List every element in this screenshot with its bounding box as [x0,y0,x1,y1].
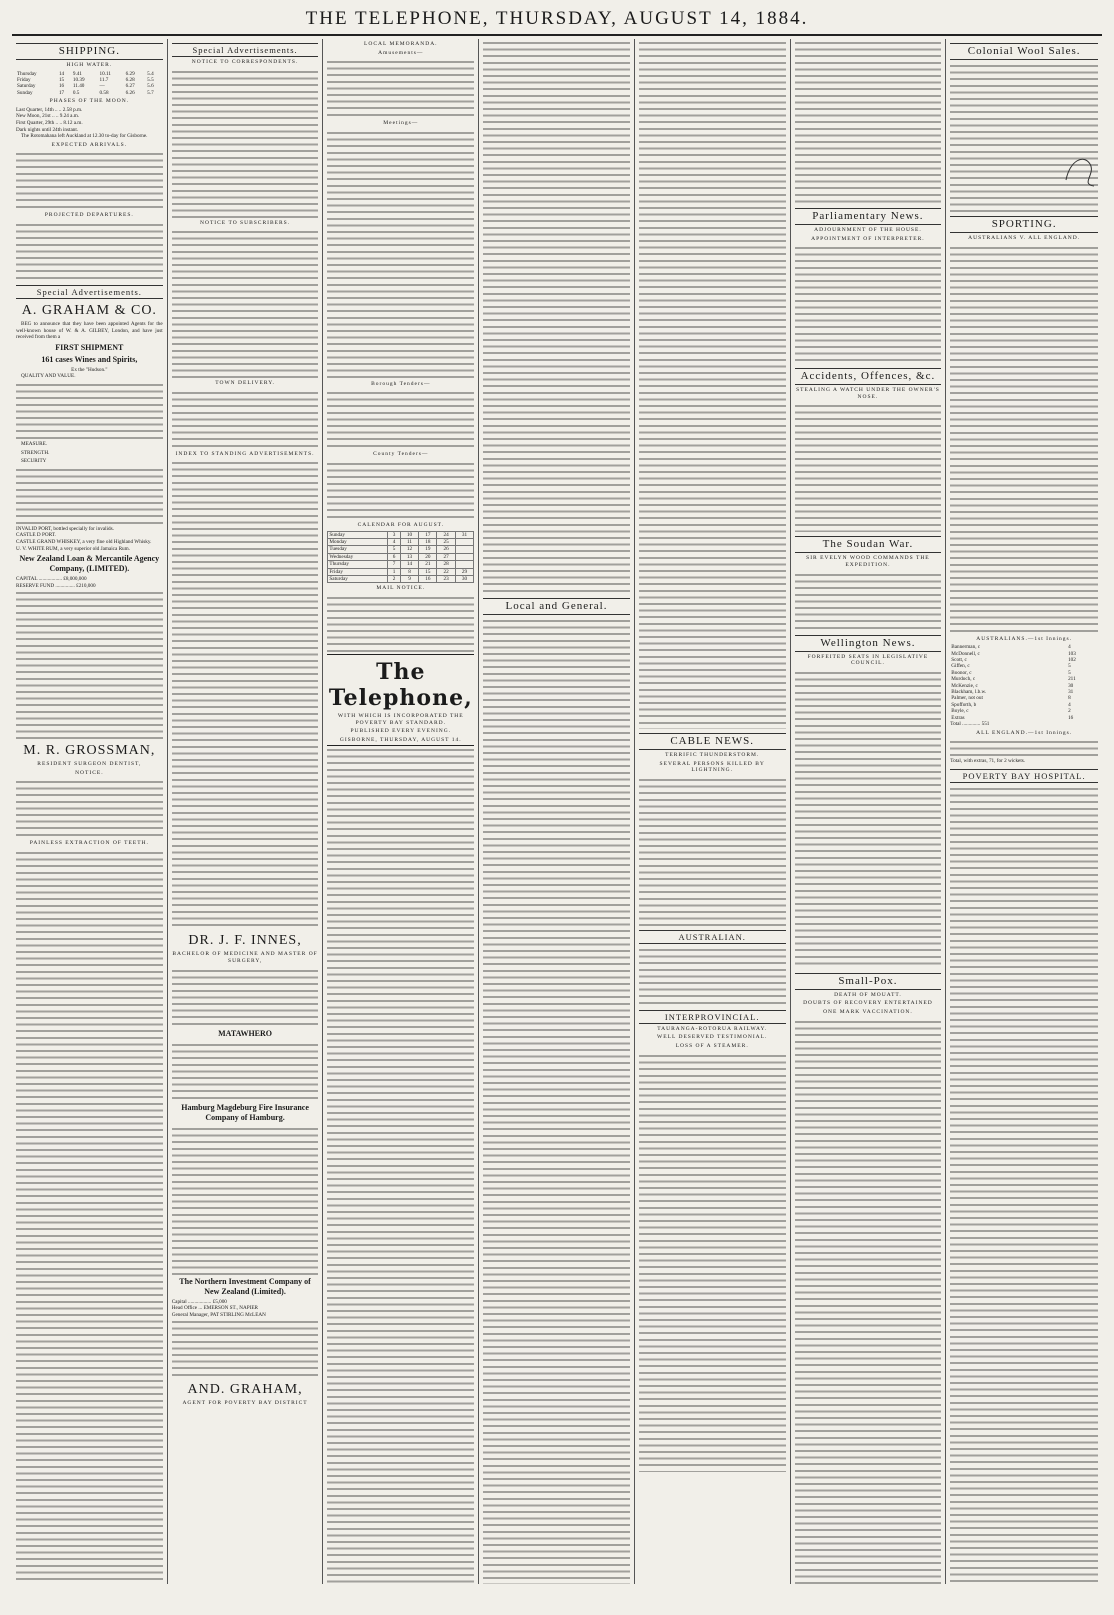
tide-row-cell: Friday [17,77,31,83]
text-block [795,402,942,532]
tide-row-cell: 6.29 [125,70,135,77]
text-block [639,776,786,926]
divider [327,654,474,655]
calendar-row-cell: Friday [328,568,388,575]
scores-total: Total .............. 551 [950,721,990,728]
moon-phase-line: First Quarter, 29th .. .. 8.12 a.m. [16,120,83,126]
calendar-row-cell: 3 [388,531,401,538]
tide-row-cell: 14 [58,70,65,77]
calendar-row-cell: 28 [437,561,455,568]
score-row-cell: 4 [1068,701,1071,708]
expected-arrivals-heading: EXPECTED ARRIVALS. [51,141,128,148]
tide-row-cell: 5.7 [147,89,154,96]
text-block [172,459,319,929]
death-heading: DEATH OF MOUATT. [834,991,902,998]
tide-row-cell: 5.4 [147,70,154,77]
projected-departures-heading: PROJECTED DEPARTURES. [44,212,134,219]
calendar-row-cell: Tuesday [328,546,388,553]
score-row-cell: 8 [1068,695,1071,702]
calendar-row-cell: 4 [388,538,401,545]
calendar-table [327,531,474,584]
page-masthead: THE TELEPHONE, THURSDAY, AUGUST 14, 1884. [305,8,809,29]
text-block [795,1018,942,1584]
scores-table [950,644,1098,721]
tide-table [16,71,163,97]
score-row-cell: McDonnell, c [951,650,980,657]
local-memoranda-heading: LOCAL MEMORANDA. [364,41,438,47]
calendar-row-cell: 16 [419,576,437,583]
meetings-heading: Meetings— [383,120,419,127]
score-row-cell: Blackham, l.b.w. [951,689,987,696]
calendar-row-cell: 14 [400,561,418,568]
text-block [639,39,786,729]
text-block [172,1125,319,1275]
innes-title: DR. J. F. INNES, [188,933,302,949]
calendar-row-cell: 18 [419,538,437,545]
text-block [172,1041,319,1101]
text-block [950,244,1098,634]
text-block [483,617,630,1584]
calendar-row-cell: 31 [455,531,473,538]
text-block [327,594,474,654]
measure-heading: MEASURE. [21,441,48,448]
score-row-cell: 102 [1068,657,1076,663]
calendar-row-cell: 8 [400,568,418,575]
score-row-cell: 30 [1068,682,1074,689]
text-block [16,466,163,526]
column-grid [12,39,1102,1584]
first-shipment: FIRST SHIPMENT [55,342,124,352]
paper-nameplate: The Telephone, [328,659,473,711]
reserve-line: RESERVE FUND ............... £210,000 [16,582,96,589]
capital-line: CAPITAL .................. £8,000,000 [16,576,87,583]
cases-line: 161 cases Wines and Spirits, [41,354,138,364]
text-block [327,389,474,449]
score-row-cell: Boonor, c [951,669,972,676]
score-row-cell: 16 [1068,714,1074,721]
cable-news-heading: CABLE NEWS. [639,733,786,750]
calendar-row-cell: 26 [437,546,455,553]
calendar-row-cell [455,553,473,560]
notice-subscribers: NOTICE TO SUBSCRIBERS. [200,219,291,226]
northern-capital: Capital .................. £5,000 [171,1298,227,1305]
text-block [327,58,474,118]
local-general-heading: Local and General. [483,598,630,615]
security-heading: SECURITY [21,457,47,464]
graham-lines [16,526,163,552]
tide-row-cell: 10.11 [99,70,111,77]
colonial-wool-heading: Colonial Wool Sales. [950,43,1098,60]
tide-row [16,90,163,96]
tide-row-cell: 5.6 [147,83,154,90]
text-block [16,849,163,1584]
moon-phase-line: Last Quarter, 14th .. .. 2.58 p.m. [16,106,83,113]
amusements-heading: Amusements— [378,49,424,56]
graham-ad-intro: BEG to announce that they have been appointed Agents for the well-known house of W. & A. GILBEY, London, and have just received from them a [16,320,163,341]
calendar-row-cell: Thursday [328,561,388,568]
interpreter-heading: APPOINTMENT OF INTERPRETER. [811,235,925,242]
grossman-title: M. R. GROSSMAN, [23,743,156,759]
score-row-cell: McKenzie, c [951,682,978,689]
published-line: PUBLISHED EVERY EVENING. [350,728,452,735]
borough-tenders-heading: Borough Tenders— [371,380,431,387]
grossman-sub: RESIDENT SURGEON DENTIST, [37,761,142,768]
total-extras: Total, with extras, 71, for 2 wickets. [950,758,1026,765]
text-block [950,785,1098,1584]
moon-title: PHASES OF THE MOON. [49,98,130,105]
text-block [172,1318,319,1378]
score-row-cell: Spofforth, b [951,701,977,708]
text-block [639,946,786,1006]
calendar-row-cell: 2 [388,576,401,583]
column-5 [635,39,791,1584]
calendar-row-cell: 10 [400,531,418,538]
column-7 [946,39,1102,1584]
tide-row-cell: 16 [58,83,65,90]
northern-head-office: Head Office ... EMERSON ST., NAPIER [171,1305,258,1312]
tide-title: HIGH WATER. [66,62,113,68]
text-block [327,129,474,379]
smallpox-heading: Small-Pox. [795,973,942,990]
column-1 [12,39,168,1584]
lightning-heading: SEVERAL PERSONS KILLED BY LIGHTNING. [659,760,765,774]
tide-row-cell: 10.39 [72,77,85,83]
northern-title: The Northern Investment Company of New Zealand (Limited). [179,1276,311,1296]
agent-poverty-bay: AGENT FOR POVERTY BAY DISTRICT [182,1400,308,1407]
moon-list [16,107,163,133]
shipping-heading: SHIPPING. [16,43,163,60]
tide-row-cell: — [99,83,105,90]
graham-product-line: CASTLE D PORT. [16,532,56,539]
text-block [16,381,163,441]
tide-row-cell: 15 [58,77,65,83]
calendar-row-cell [455,561,473,568]
calendar-row-cell: 5 [388,546,401,553]
score-row-cell: 103 [1068,650,1076,657]
score-row-cell: Boyle, c [951,708,969,715]
ex-hudson: Ex the "Hudson." [71,366,108,373]
dateline: GISBORNE, THURSDAY, AUGUST 14. [339,736,462,743]
score-row-cell: 5 [1068,663,1071,670]
calendar-row [328,561,474,568]
northern-general-manager: General Manager, PAT STIRLING McLEAN [171,1311,266,1318]
special-ads-heading-2: Special Advertisements. [172,43,319,57]
calendar-row [328,568,474,575]
calendar-row-cell [455,538,473,545]
testimonial-heading: WELL DESERVED TESTIMONIAL. [657,1034,768,1041]
calendar-row-cell: 13 [400,553,418,560]
calendar-row-cell: 19 [419,546,437,553]
text-block [16,221,163,281]
wood-heading: SIR EVELYN WOOD COMMANDS THE EXPEDITION. [806,555,930,568]
interprovincial-heading: INTERPROVINCIAL. [639,1010,786,1024]
graham-product-line: INVALID PORT, bottled specially for invalids. [16,525,114,532]
adjournment-heading: ADJOURNMENT OF THE HOUSE. [814,227,922,233]
score-row-cell: Extras [951,714,965,721]
text-block [483,39,630,594]
text-block [795,244,942,364]
calendar-row-cell: 11 [400,538,418,545]
score-row-cell: Scott, c [951,657,967,663]
rotomahana-note: The Rotomahana left Auckland at 12.30 to-day for Gisborne. [21,133,148,140]
strength-heading: STRENGTH. [21,449,50,456]
matawhero: MATAWHERO [218,1028,273,1038]
australians-heading: AUSTRALIANS V. ALL ENGLAND. [968,235,1081,241]
text-block [795,39,942,204]
text-block [16,589,163,739]
text-block [172,68,319,218]
calendar-row-cell: Monday [328,538,388,545]
tide-row-cell: Sunday [17,89,33,96]
calendar-row-cell: 25 [437,538,455,545]
doubts-heading: DOUBTS OF RECOVERY ENTERTAINED [803,1000,933,1007]
all-england-heading: ALL ENGLAND.—1st Innings. [976,729,1073,736]
text-block [16,150,163,210]
tide-row-cell: 6.26 [125,89,135,96]
text-block [16,778,163,838]
score-row-cell: Palmer, not out [951,695,983,702]
sporting-heading: SPORTING. [950,216,1098,233]
column-4 [479,39,635,1584]
painless-extraction: PAINLESS EXTRACTION OF TEETH. [29,840,149,847]
one-mark-heading: ONE MARK VACCINATION. [823,1008,913,1015]
calendar-row-cell: 7 [388,561,401,568]
score-row-cell: 4 [1068,644,1071,651]
text-block [795,571,942,631]
calendar-row-cell: 23 [437,576,455,583]
column-2 [168,39,324,1584]
town-delivery: TOWN DELIVERY. [215,380,275,387]
paper-subtitle: WITH WHICH IS INCORPORATED THE POVERTY BAY STANDARD. [337,713,464,726]
text-block [172,967,319,1027]
mail-notice-heading: MAIL NOTICE. [376,585,426,592]
australian-heading: AUSTRALIAN. [639,930,786,944]
calendar-row [328,531,474,538]
special-ads-heading: Special Advertisements. [16,285,163,299]
moon-phase-line: New Moon, 21st .. .. 9.24 a.m. [16,113,80,120]
innes-sub: BACHELOR OF MEDICINE AND MASTER OF SURGERY, [172,951,318,964]
masthead-rule [12,34,1102,36]
tide-row-cell: 6.28 [125,77,135,83]
loss-steamer-heading: LOSS OF A STEAMER. [675,1042,749,1049]
calendar-row-cell: 30 [455,576,473,583]
score-row-cell: 31 [1068,689,1074,696]
score-row-cell: Giffen, c [951,663,970,670]
calendar-row [328,546,474,553]
tide-row-cell: 5.5 [147,77,154,83]
tide-row-cell: 11.7 [99,77,109,83]
wellington-heading: Wellington News. [795,635,942,652]
hospital-heading: POVERTY BAY HOSPITAL. [950,769,1098,783]
and-graham: AND. GRAHAM, [187,1382,303,1398]
graham-product-line: U. V. WHITE RUM, a very superior old Jamaica Rum. [16,545,130,552]
forfeited-heading: FORFEITED SEATS IN LEGISLATIVE COUNCIL. [807,653,929,667]
calendar-row-cell: Wednesday [328,553,388,560]
tide-row-cell: 9.41 [72,70,82,77]
grossman-notice: NOTICE. [75,769,104,776]
calendar-row-cell: 6 [388,553,401,560]
calendar-row-cell: 1 [388,568,401,575]
score-row-cell: 2 [1068,708,1071,715]
calendar-row [328,576,474,583]
calendar-row-cell: Sunday [328,531,388,538]
text-block [172,228,319,378]
tide-row-cell: Saturday [17,83,36,90]
nz-loan-title: New Zealand Loan & Mercantile Agency Company, (LIMITED). [19,554,160,574]
thunderstorm-heading: TERRIFIC THUNDERSTORM. [665,752,760,758]
calendar-row-cell: 20 [419,553,437,560]
calendar-row-cell [455,546,473,553]
calendar-row-cell: 9 [400,576,418,583]
text-block [327,746,474,1584]
calendar-row-cell: Saturday [328,576,388,583]
text-block [639,1052,786,1472]
tide-row-cell: 0.5 [72,89,80,96]
accidents-heading: Accidents, Offences, &c. [795,368,942,385]
calendar-row [328,538,474,545]
calendar-row-cell: 12 [400,546,418,553]
score-row-cell: Murdoch, c [951,676,976,683]
text-block [327,460,474,520]
score-row-cell: Bannerman, c [951,644,981,651]
calendar-row-cell: 15 [419,568,437,575]
index-ads-heading: INDEX TO STANDING ADVERTISEMENTS. [175,450,315,457]
calendar-row-cell: 22 [437,568,455,575]
score-row-cell: 211 [1068,676,1076,683]
handwritten-mark [1060,150,1100,190]
county-tenders-heading: County Tenders— [373,451,429,458]
soudan-heading: The Soudan War. [795,536,942,553]
text-block [795,669,942,969]
quality-heading: QUALITY AND VALUE. [21,373,76,380]
stealing-heading: STEALING A WATCH UNDER THE OWNER'S NOSE. [796,387,940,400]
graham-product-line: CASTLE GRAND WHISKEY, a very fine old Highland Whisky. [16,538,152,545]
text-block [172,389,319,449]
tide-row-cell: 6.27 [125,83,135,90]
tide-row-cell: 11.40 [72,83,85,90]
text-block [950,738,1098,758]
calendar-row-cell: 29 [455,568,473,575]
parliamentary-heading: Parliamentary News. [795,208,942,225]
tide-row-cell: 17 [58,89,65,96]
tauranga-heading: TAURANGA-ROTORUA RAILWAY. [657,1025,768,1032]
newspaper-page [12,0,1102,1606]
score-row-cell: 5 [1068,669,1071,676]
calendar-row-cell: 24 [437,531,455,538]
calendar-row-cell: 21 [419,561,437,568]
column-6 [791,39,947,1584]
graham-ad-title: A. GRAHAM & CO. [21,302,157,318]
hamburg-title: Hamburg Magdeburg Fire Insurance Company of Hamburg. [181,1102,309,1122]
calendar-row [328,553,474,560]
column-3 [323,39,479,1584]
scores-title: AUSTRALIANS.—1st Innings. [976,635,1072,642]
notice-correspondents: NOTICE TO CORRESPONDENTS. [191,59,299,65]
calendar-row-cell: 17 [419,531,437,538]
tide-row-cell: Thursday [17,70,37,77]
tide-row-cell: 0.58 [99,89,109,96]
calendar-row-cell: 27 [437,553,455,560]
calendar-title: CALENDAR FOR AUGUST. [357,521,444,528]
moon-phase-line: Dark nights until 24th instant. [16,126,79,133]
